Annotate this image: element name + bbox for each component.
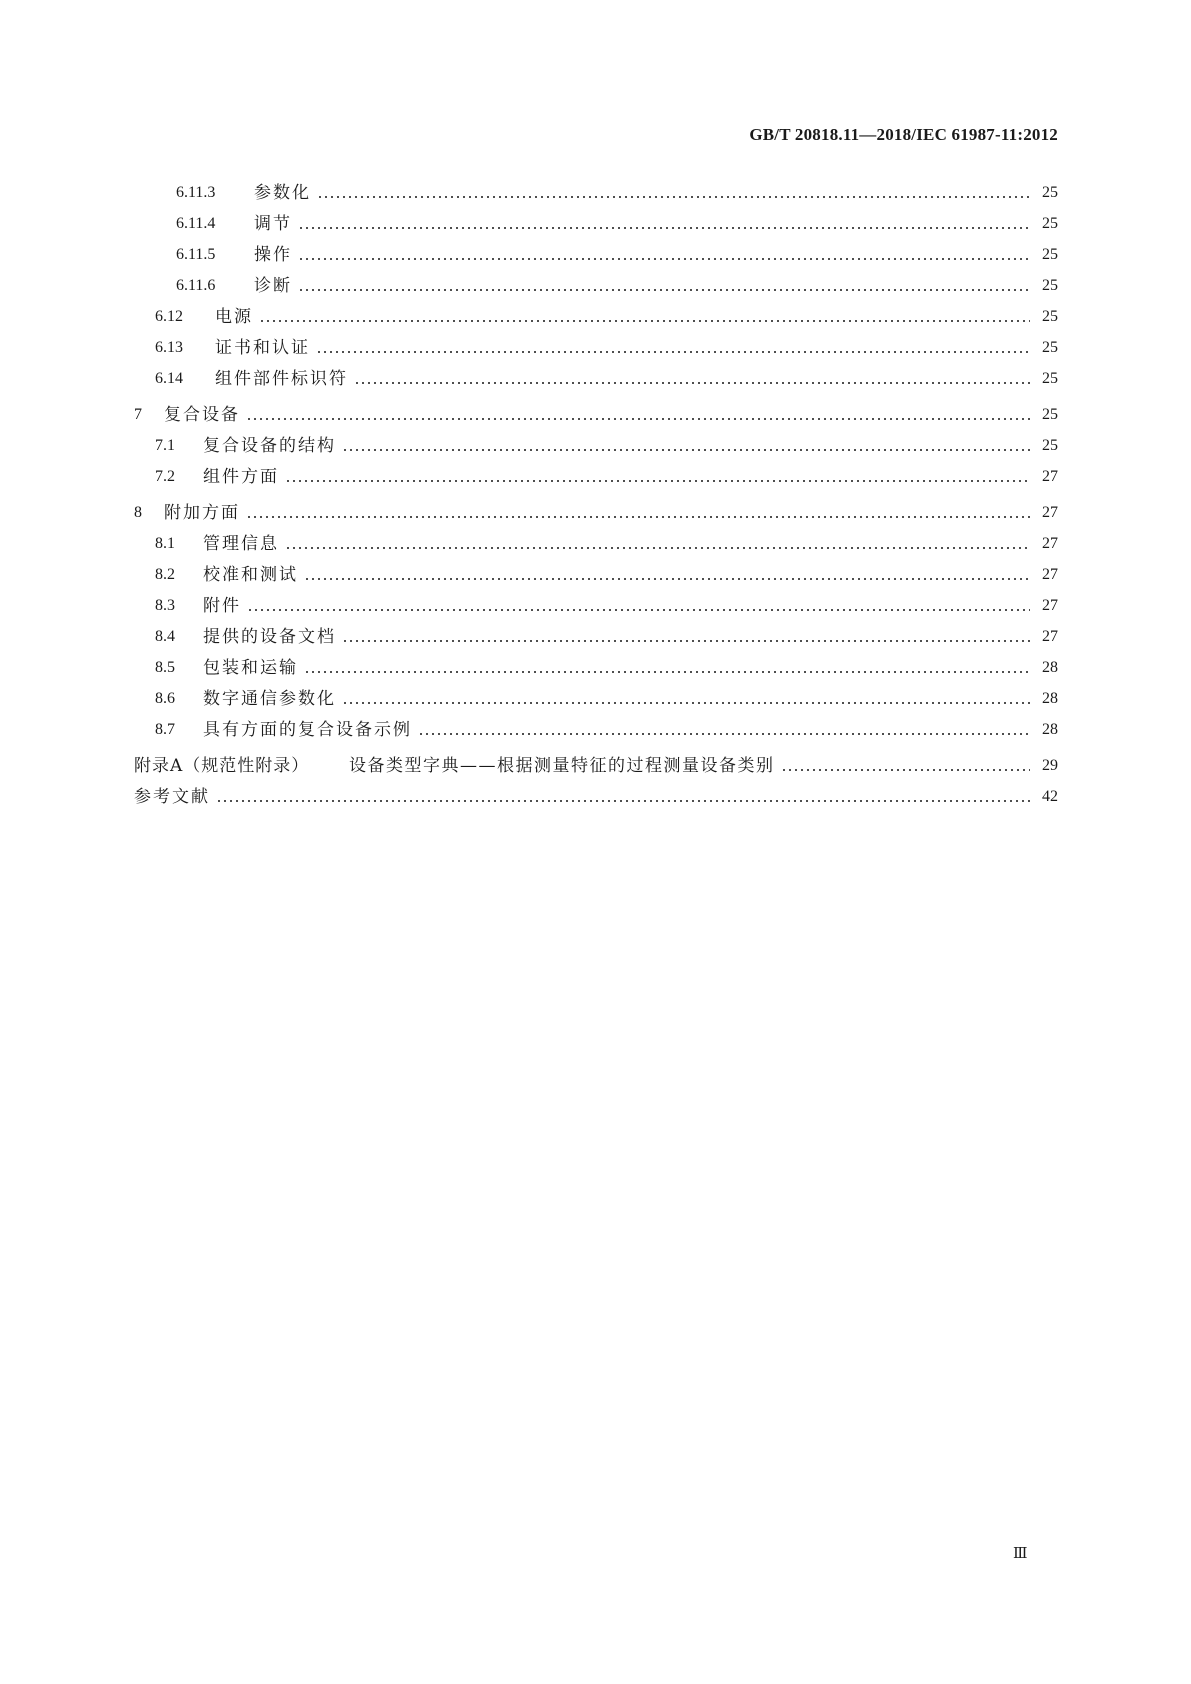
standard-header: GB/T 20818.11—2018/IEC 61987-11:2012	[749, 125, 1058, 144]
toc-title: 具有方面的复合设备示例	[203, 720, 412, 740]
toc-title: 数字通信参数化	[203, 689, 336, 709]
toc-title: 复合设备的结构	[203, 436, 336, 456]
toc-leader	[283, 532, 1030, 556]
toc-page-number: 25	[1042, 184, 1058, 201]
toc-title: 附件	[203, 596, 241, 616]
toc-page-number: 25	[1042, 308, 1058, 325]
toc-number: 6.11.5	[176, 246, 216, 263]
toc-number: 6.12	[155, 308, 183, 325]
toc-leader	[296, 274, 1030, 298]
toc-leader	[779, 754, 1031, 778]
toc-page-number: 25	[1042, 277, 1058, 294]
toc-page-number: 28	[1042, 659, 1058, 676]
toc-leader	[245, 594, 1030, 618]
toc-leader	[244, 403, 1030, 427]
toc-leader	[302, 563, 1030, 587]
toc-entry-6-12[interactable]	[155, 305, 1058, 329]
toc-entry-bibliography[interactable]	[134, 785, 1058, 809]
toc-leader	[257, 305, 1030, 329]
toc-page-number: 25	[1042, 215, 1058, 232]
toc-entry-6-11-5[interactable]	[176, 243, 1058, 267]
toc-page-number: 28	[1042, 690, 1058, 707]
toc-number: 8.3	[155, 597, 175, 614]
toc-number: 8.4	[155, 628, 175, 645]
toc-number: 8.5	[155, 659, 175, 676]
toc-page-number: 28	[1042, 721, 1058, 738]
toc-title: 组件部件标识符	[215, 369, 348, 389]
toc-page-number: 25	[1042, 339, 1058, 356]
toc-page-number: 25	[1042, 406, 1058, 423]
toc-entry-8-4[interactable]	[155, 625, 1058, 649]
toc-entry-7-1[interactable]	[155, 434, 1058, 458]
page-number: Ⅲ	[1013, 1546, 1028, 1562]
toc-entry-8-2[interactable]	[155, 563, 1058, 587]
toc-page-number: 25	[1042, 246, 1058, 263]
toc-entry-appendix-a[interactable]	[134, 754, 1058, 778]
toc-number: 6.11.6	[176, 277, 216, 294]
toc-leader	[214, 785, 1030, 809]
toc-number: 6.11.4	[176, 215, 216, 232]
toc-title: 校准和测试	[203, 565, 298, 585]
toc-entry-6-11-6[interactable]	[176, 274, 1058, 298]
toc-entry-7-2[interactable]	[155, 465, 1058, 489]
toc-number: 8.6	[155, 690, 175, 707]
toc-number: 7.1	[155, 437, 175, 454]
toc-page-number: 25	[1042, 437, 1058, 454]
toc-leader	[283, 465, 1030, 489]
toc-number: 6.11.3	[176, 184, 216, 201]
toc-entry-8-3[interactable]	[155, 594, 1058, 618]
toc-leader	[340, 687, 1030, 711]
toc-title: 电源	[215, 307, 253, 327]
toc-number: 7.2	[155, 468, 175, 485]
toc-leader	[302, 656, 1030, 680]
toc-title: 设备类型字典——根据测量特征的过程测量设备类别	[349, 756, 775, 776]
toc-number: 8.7	[155, 721, 175, 738]
toc-entry-8-1[interactable]	[155, 532, 1058, 556]
toc-title: 证书和认证	[215, 338, 310, 358]
toc-entry-6-11-4[interactable]	[176, 212, 1058, 236]
toc-entry-8-7[interactable]	[155, 718, 1058, 742]
toc-leader	[416, 718, 1030, 742]
toc-number: 8.1	[155, 535, 175, 552]
toc-leader	[296, 243, 1030, 267]
toc-page-number: 27	[1042, 504, 1058, 521]
toc-title: 包装和运输	[203, 658, 298, 678]
toc-leader	[296, 212, 1030, 236]
toc-title: 复合设备	[164, 405, 240, 425]
toc-page-number: 25	[1042, 370, 1058, 387]
toc-page-number: 27	[1042, 535, 1058, 552]
toc-entry-6-11-3[interactable]	[176, 181, 1058, 205]
toc-title: 操作	[254, 245, 292, 265]
toc-title: 附加方面	[164, 503, 240, 523]
toc-entry-8-5[interactable]	[155, 656, 1058, 680]
toc-entry-8-6[interactable]	[155, 687, 1058, 711]
toc-page-number: 27	[1042, 597, 1058, 614]
toc-title: 组件方面	[203, 467, 279, 487]
toc-title: 参数化	[254, 183, 311, 203]
toc-number: 附录A（规范性附录）	[134, 756, 310, 776]
toc-page-number: 27	[1042, 566, 1058, 583]
toc-entry-7[interactable]	[134, 403, 1058, 427]
toc-number: 7	[134, 406, 142, 423]
toc-number: 6.13	[155, 339, 183, 356]
toc-number: 6.14	[155, 370, 183, 387]
toc-title: 管理信息	[203, 534, 279, 554]
toc-title: 提供的设备文档	[203, 627, 336, 647]
toc-page-number: 29	[1042, 757, 1058, 774]
toc-leader	[352, 367, 1030, 391]
toc-leader	[340, 434, 1030, 458]
toc-number: 8.2	[155, 566, 175, 583]
toc-entry-6-13[interactable]	[155, 336, 1058, 360]
toc-leader	[340, 625, 1030, 649]
toc-number: 8	[134, 504, 142, 521]
toc-leader	[315, 181, 1030, 205]
toc-entry-6-14[interactable]	[155, 367, 1058, 391]
toc-page-number: 42	[1042, 788, 1058, 805]
toc-page-number: 27	[1042, 468, 1058, 485]
toc-leader	[314, 336, 1030, 360]
toc-title: 调节	[254, 214, 292, 234]
toc-leader	[244, 501, 1030, 525]
toc-title: 参考文献	[134, 787, 210, 807]
toc-page-number: 27	[1042, 628, 1058, 645]
toc-entry-8[interactable]	[134, 501, 1058, 525]
toc-title: 诊断	[254, 276, 292, 296]
